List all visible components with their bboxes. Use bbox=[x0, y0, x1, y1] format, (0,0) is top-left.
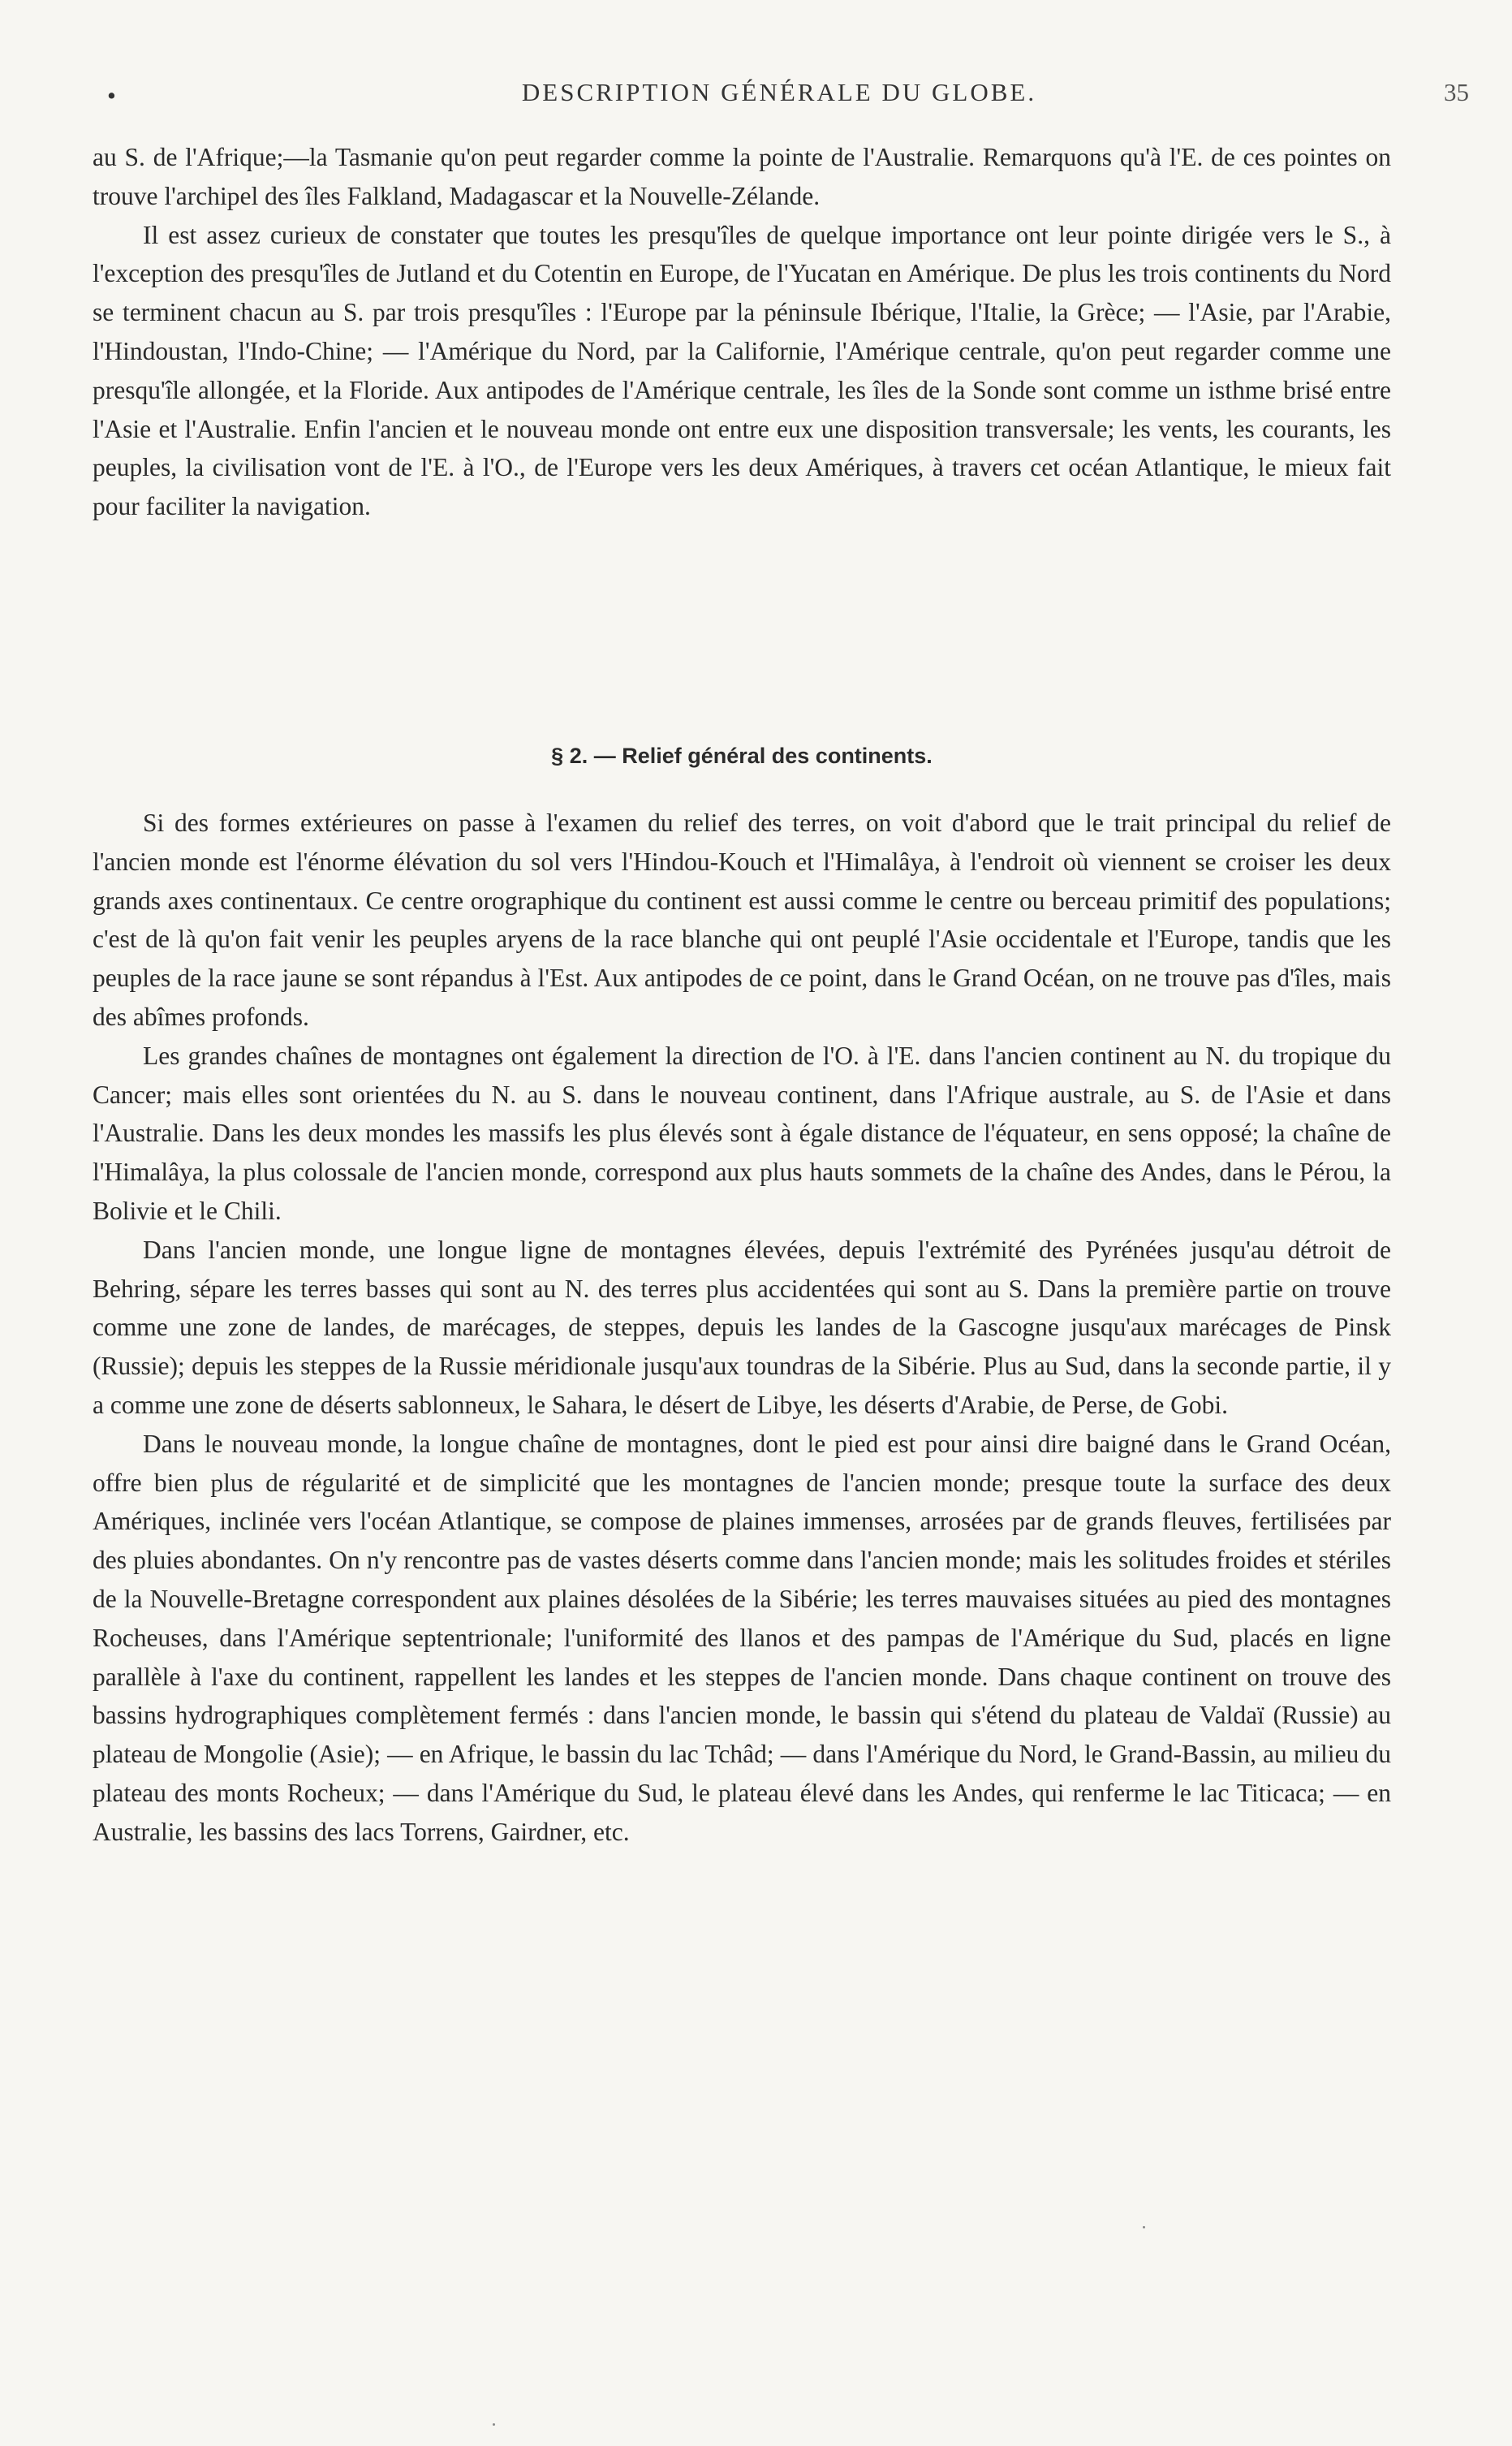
paragraph: au S. de l'Afrique;—la Tasmanie qu'on peut regarder comme la pointe de l'Australie. Remarquons qu'à l'E. de ces pointes on trouve l'archipel des îles Falkland, Madagascar et la Nouvelle-Zélande. bbox=[93, 143, 1391, 210]
paragraph: Dans le nouveau monde, la longue chaîne de montagnes, dont le pied est pour ainsi dire baigné dans le Grand Océan, offre bien plus de régularité et de simplicité que les montagnes de l'ancien monde; presque toute la surface des deux Amériques, inclinée vers l'océan Atlantique, se compose de plaines immenses, arrosées par de grands fleuves, fertilisées par des pluies abondantes. On n'y rencontre pas de vastes déserts comme dans l'ancien monde; mais les solitudes froides et stériles de la Nouvelle-Bretagne correspondent aux plaines désolées de la Sibérie; les terres mauvaises situées au pied des montagnes Rocheuses, dans l'Amérique septentrionale; l'uniformité des llanos et des pampas de l'Amérique du Sud, placés en ligne parallèle à l'axe du continent, rappellent les landes et les steppes de l'ancien monde. Dans chaque continent on trouve des bassins hydrographiques complètement fermés : dans l'ancien monde, le bassin qui s'étend du plateau de Valdaï (Russie) au plateau de Mongolie (Asie); — en Afrique, le bassin du lac Tchâd; — dans l'Amérique du Nord, le Grand-Bassin, au milieu du plateau des monts Rocheux; — dans l'Amérique du Sud, le plateau élevé dans les Andes, qui renferme le lac Titicaca; — en Australie, les bassins des lacs Torrens, Gairdner, etc. bbox=[93, 1429, 1391, 1846]
paragraph: Les grandes chaînes de montagnes ont également la direction de l'O. à l'E. dans l'ancien continent au N. du tropique du Cancer; mais elles sont orientées du N. au S. dans le nouveau continent, dans l'Afrique australe, au S. de l'Asie et dans l'Australie. Dans les deux mondes les massifs les plus élevés sont à égale distance de l'équateur, en sens opposé; la chaîne de l'Himalâya, la plus colossale de l'ancien monde, correspond aux plus hauts sommets de la chaîne des Andes, dans le Pérou, la Bolivie et le Chili. bbox=[93, 1041, 1391, 1225]
page-number: 35 bbox=[1444, 78, 1469, 106]
paragraph: Dans l'ancien monde, une longue ligne de montagnes élevées, depuis l'extrémité des Pyrénées jusqu'au détroit de Behring, sépare les terres basses qui sont au N. des terres plus accidentées qui sont au S. Dans la première partie on trouve comme une zone de landes, de marécages, de steppes, depuis les landes de la Gascogne jusqu'aux marécages de Pinsk (Russie); depuis les steppes de la Russie méridionale jusqu'aux toundras de la Sibérie. Plus au Sud, dans la seconde partie, il y a comme une zone de déserts sablonneux, le Sahara, le désert de Libye, les déserts d'Arabie, de Perse, de Gobi. bbox=[93, 1235, 1391, 1419]
paper-speck bbox=[1143, 2226, 1145, 2228]
text-block-before-section bbox=[93, 138, 1391, 526]
running-header bbox=[89, 78, 1469, 114]
paragraph: Si des formes extérieures on passe à l'examen du relief des terres, on voit d'abord que le trait principal du relief de l'ancien monde est l'énorme élévation du sol vers l'Hindou-Kouch et l'Himalâya, à l'endroit où viennent se croiser les deux grands axes continentaux. Ce centre orographique du continent est aussi comme le centre ou berceau primitif des populations; c'est de là qu'on fait venir les peuples aryens de la race blanche qui ont peuplé l'Asie occidentale et l'Europe, tandis que les peuples de la race jaune se sont répandus à l'Est. Aux antipodes de ce point, dans le Grand Océan, on ne trouve pas d'îles, mais des abîmes profonds. bbox=[93, 809, 1391, 1031]
paragraph: Il est assez curieux de constater que toutes les presqu'îles de quelque importance ont leur pointe dirigée vers le S., à l'exception des presqu'îles de Jutland et du Cotentin en Europe, de l'Yucatan en Amérique. De plus les trois continents du Nord se terminent chacun au S. par trois presqu'îles : l'Europe par la péninsule Ibérique, l'Italie, la Grèce; — l'Asie, par l'Arabie, l'Hindoustan, l'Indo-Chine; — l'Amérique du Nord, par la Californie, l'Amérique centrale, qu'on peut regarder comme une presqu'île allongée, et la Floride. Aux antipodes de l'Amérique centrale, les îles de la Sonde sont comme un isthme brisé entre l'Asie et l'Australie. Enfin l'ancien et le nouveau monde ont entre eux une disposition transversale; les vents, les courants, les peuples, la civilisation vont de l'E. à l'O., de l'Europe vers les deux Amériques, à travers cet océan Atlantique, le mieux fait pour faciliter la navigation. bbox=[93, 220, 1391, 521]
running-title: DESCRIPTION GÉNÉRALE DU GLOBE. bbox=[521, 78, 1037, 106]
text-block-after-section bbox=[93, 804, 1391, 1852]
section-heading: § 2. — Relief général des continents. bbox=[551, 744, 933, 768]
header-bullet: • bbox=[107, 81, 118, 110]
paper-speck bbox=[493, 2423, 495, 2426]
